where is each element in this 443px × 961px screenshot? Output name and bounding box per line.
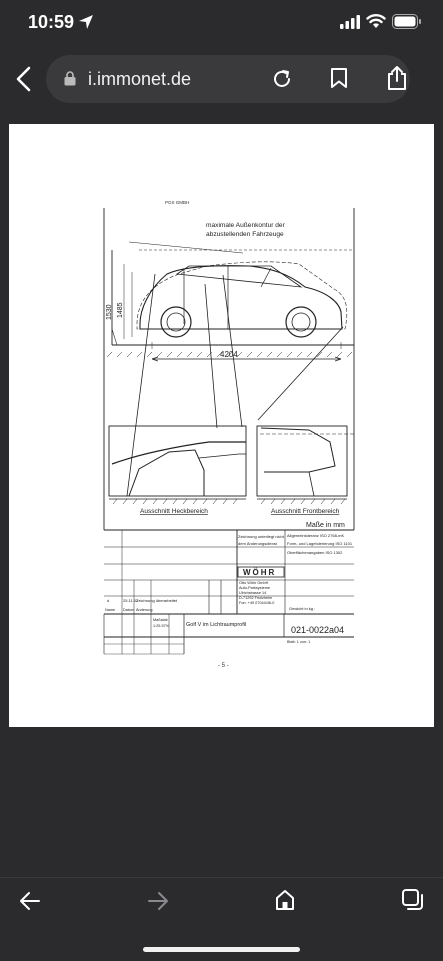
- tolerance-3: Oberflächenangaben ISO 1302: [287, 550, 343, 555]
- company-line-5: Fon: +49 07044/46-0: [239, 601, 275, 605]
- url-text[interactable]: i.immonet.de: [88, 69, 192, 89]
- company-line-3: Ulrichstrasse 14: [239, 591, 267, 595]
- units-label: Maße in mm: [306, 522, 345, 529]
- scanned-document-page: [9, 124, 434, 727]
- column-date: Datum: [123, 608, 135, 612]
- tabs-icon[interactable]: [401, 888, 425, 912]
- back-arrow-icon[interactable]: [18, 890, 42, 912]
- revision-letter: d: [107, 598, 110, 603]
- height-1530-label: 1530: [106, 304, 113, 320]
- column-change: Änderung: [136, 608, 153, 612]
- forward-arrow-icon[interactable]: [146, 890, 170, 912]
- detail-rear-label: Ausschnitt Heckbereich: [140, 508, 208, 515]
- title-block-note-1: Zeichnung unterliegt nicht: [238, 534, 284, 539]
- title-block-note-2: dem Änderungsdienst: [238, 541, 277, 546]
- company-top-label: PGS GMBH: [165, 200, 190, 205]
- contour-label-line-2: abzustellenden Fahrzeuge: [206, 231, 284, 238]
- back-chevron-icon[interactable]: [14, 66, 34, 92]
- wifi-icon: [366, 13, 386, 29]
- weight-label: Gewicht in kg :: [289, 606, 316, 611]
- browser-bottom-toolbar: [0, 877, 443, 961]
- revision-date: 25.11.02: [123, 598, 139, 603]
- technical-drawing: [9, 124, 434, 727]
- tolerance-1: Allgemeintoleranz ISO 2768-mK: [287, 533, 345, 538]
- home-icon[interactable]: [274, 889, 296, 911]
- contour-label-line-1: maximale Außenkontur der: [206, 222, 285, 229]
- drawing-title: Golf V im Lichtraumprofil: [186, 622, 247, 628]
- sheet-info: Blatt: 1 von: 1: [287, 640, 311, 644]
- home-indicator[interactable]: [143, 947, 300, 952]
- cellular-signal-icon: [340, 15, 360, 29]
- share-icon[interactable]: [386, 65, 408, 91]
- drawing-number: 021-0022a04: [291, 625, 345, 635]
- brand-logo-text: WÖHR: [243, 568, 277, 577]
- browser-top-bar: [0, 0, 443, 113]
- tolerance-2: Form- und Lagetolerierung ISO 1101: [287, 541, 353, 546]
- height-1485-label: 1485: [117, 302, 124, 318]
- battery-icon: [392, 14, 422, 29]
- column-name: Name: [105, 608, 116, 612]
- company-line-2: Auto-Parksysteme: [239, 586, 271, 590]
- page-number: - 5 -: [218, 663, 229, 669]
- location-arrow-icon: [78, 14, 94, 30]
- company-line-1: Otto Wöhr GmbH: [239, 581, 269, 585]
- status-bar: [0, 0, 443, 46]
- revision-text: Zeichnung überarbeitet: [136, 598, 178, 603]
- status-time: 10:59: [28, 12, 75, 32]
- page-viewport[interactable]: [0, 113, 443, 877]
- bookmark-icon[interactable]: [330, 67, 348, 89]
- scale-heading: Maßstab: [153, 618, 168, 622]
- length-label: 4204: [220, 350, 238, 359]
- scale-value: 1:25.57%: [153, 624, 170, 628]
- detail-front-label: Ausschnitt Frontbereich: [271, 508, 340, 515]
- company-line-4: D-71292 Friolzheim: [239, 596, 273, 600]
- reload-icon[interactable]: [271, 68, 293, 90]
- lock-icon: [64, 71, 76, 86]
